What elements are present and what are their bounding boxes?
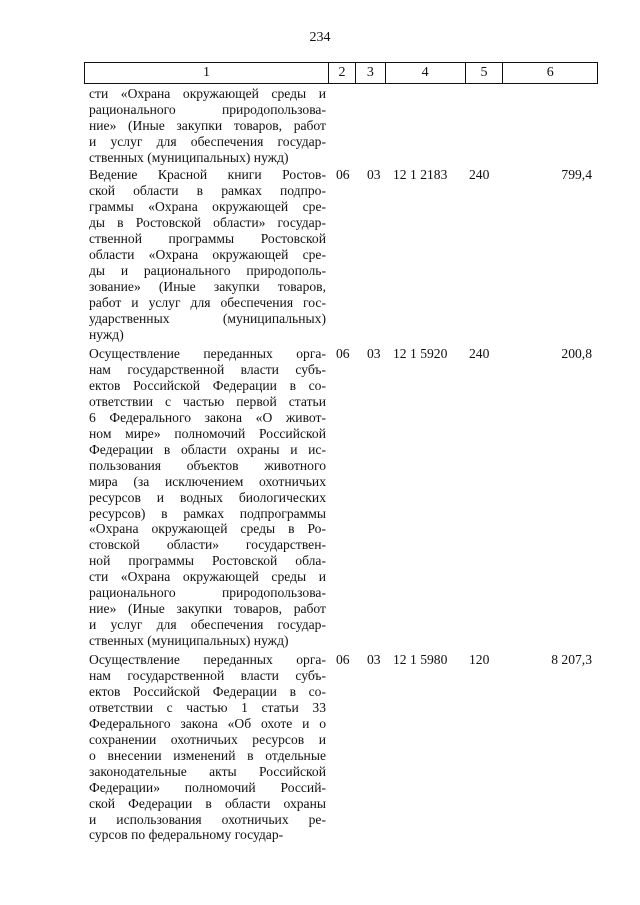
description-line: ды в Ростовской области» государ- xyxy=(89,214,326,230)
description-line: нам государственной власти субъ- xyxy=(89,667,326,683)
description-line: сурсов по федеральному государ- xyxy=(89,827,284,843)
description-line: Осуществление переданных орга- xyxy=(89,346,326,361)
header-col-1: 1 xyxy=(85,63,329,83)
description-line: нам государственной власти субъ- xyxy=(89,361,326,377)
description-line: нужд) xyxy=(89,326,124,342)
description-line: и использования охотничьих ре- xyxy=(89,811,326,827)
section-code: 06 xyxy=(336,652,350,667)
row-description xyxy=(89,86,326,166)
description-line: ственных (муниципальных) нужд) xyxy=(89,633,289,649)
description-line: стовской области» государствен- xyxy=(89,537,326,553)
description-line: работ и услуг для обеспечения гос- xyxy=(89,294,326,310)
description-line: Федерации в области охраны и ис- xyxy=(89,441,326,457)
description-line: области «Охрана окружающей сре- xyxy=(89,246,326,262)
description-line: ственной программы Ростовской xyxy=(89,230,326,246)
description-line: граммы «Охрана окружающей сре- xyxy=(89,198,326,214)
row-description xyxy=(89,652,326,843)
amount: 799,4 xyxy=(561,167,592,182)
description-line: и услуг для обеспечения государ- xyxy=(89,617,326,633)
description-line: ектов Российской Федерации в со- xyxy=(89,377,326,393)
description-line: ответствии с частью первой статьи xyxy=(89,393,326,409)
description-line: законодательные акты Российской xyxy=(89,763,326,779)
description-line: Федерального закона «Об охоте и о xyxy=(89,715,326,731)
subsection-code: 03 xyxy=(367,652,381,667)
header-col-5: 5 xyxy=(466,63,504,83)
description-line: ние» (Иные закупки товаров, работ xyxy=(89,601,326,617)
description-line: ответствии с частью 1 статьи 33 xyxy=(89,699,326,715)
description-line: «Охрана окружающей среды в Ро- xyxy=(89,521,326,537)
description-line: сти «Охрана окружающей среды и xyxy=(89,86,326,101)
description-line: мира (за исключением охотничьих xyxy=(89,473,326,489)
subsection-code: 03 xyxy=(367,346,381,361)
header-col-4: 4 xyxy=(386,63,466,83)
description-line: 6 Федерального закона «О живот- xyxy=(89,409,326,425)
description-line: Осуществление переданных орга- xyxy=(89,652,326,667)
section-code: 06 xyxy=(336,167,350,182)
description-line: ской Федерации в области охраны xyxy=(89,795,326,811)
description-line: и услуг для обеспечения государ- xyxy=(89,133,326,149)
expense-type-code: 120 xyxy=(469,652,490,667)
description-line: ственных (муниципальных) нужд) xyxy=(89,149,289,165)
description-line: ды и рационального природополь- xyxy=(89,262,326,278)
amount: 200,8 xyxy=(561,346,592,361)
header-col-6: 6 xyxy=(546,65,554,80)
description-line: сохранении охотничьих ресурсов и xyxy=(89,731,326,747)
description-line: рационального природопользова- xyxy=(89,101,326,117)
expense-type-code: 240 xyxy=(469,167,490,182)
expense-type-code: 240 xyxy=(469,346,490,361)
header-col-2: 2 xyxy=(329,63,356,83)
amount: 8 207,3 xyxy=(551,652,592,667)
description-line: ской области в рамках подпро- xyxy=(89,182,326,198)
row-description xyxy=(89,346,326,649)
description-line: ной программы Ростовской обла- xyxy=(89,553,326,569)
subsection-code: 03 xyxy=(367,167,381,182)
description-line: ресурсов и водных биологических xyxy=(89,489,326,505)
description-line: ектов Российской Федерации в со- xyxy=(89,683,326,699)
target-article-code: 12 1 2183 xyxy=(393,167,448,182)
description-line: зование» (Иные закупки товаров, xyxy=(89,278,326,294)
target-article-code: 12 1 5980 xyxy=(393,652,448,667)
description-line: о внесении изменений в отдельные xyxy=(89,747,326,763)
description-line: Ведение Красной книги Ростов- xyxy=(89,167,326,182)
description-line: пользования объектов животного xyxy=(89,457,326,473)
description-line: Федерации» полномочий Россий- xyxy=(89,779,326,795)
page-number: 234 xyxy=(309,30,331,45)
description-line: ние» (Иные закупки товаров, работ xyxy=(89,117,326,133)
description-line: ресурсов) в рамках подпрограммы xyxy=(89,505,326,521)
row-description xyxy=(89,167,326,342)
table-header xyxy=(84,62,598,84)
description-line: ударственных (муниципальных) xyxy=(89,310,326,326)
target-article-code: 12 1 5920 xyxy=(393,346,448,361)
header-col-3: 3 xyxy=(356,63,386,83)
description-line: ном мире» полномочий Российской xyxy=(89,425,326,441)
section-code: 06 xyxy=(336,346,350,361)
description-line: рационального природопользова- xyxy=(89,585,326,601)
description-line: сти «Охрана окружающей среды и xyxy=(89,569,326,585)
